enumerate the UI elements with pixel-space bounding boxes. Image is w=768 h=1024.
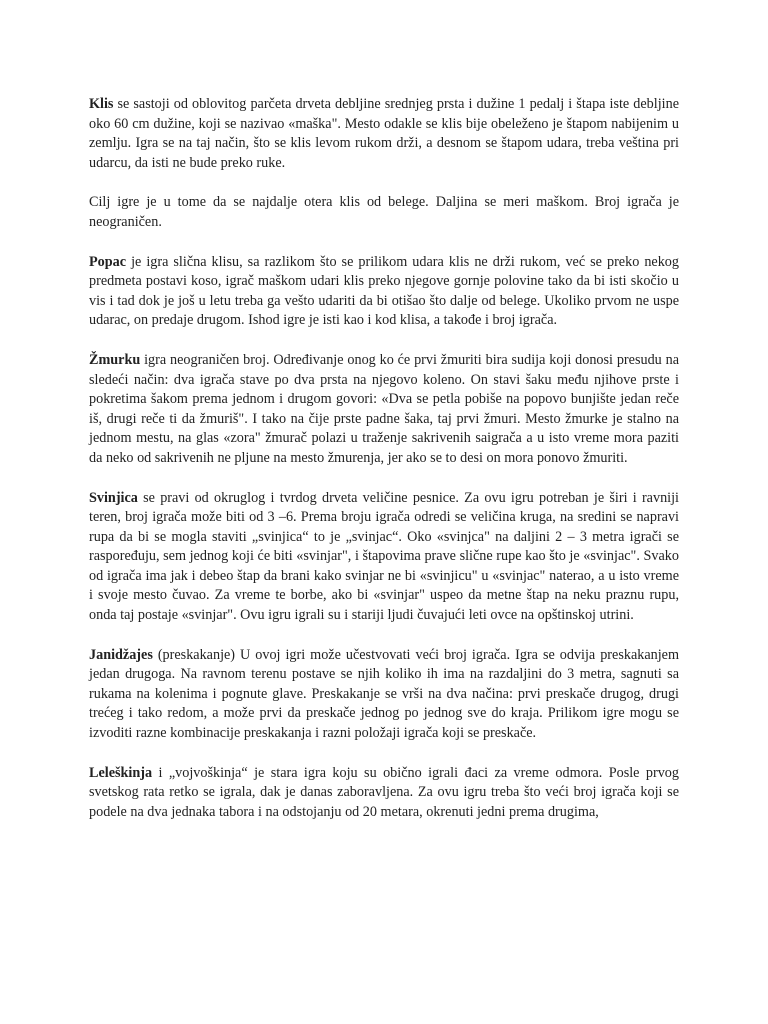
term-leleskinja: Leleškinja: [89, 764, 153, 781]
paragraph-janidzajes: [89, 646, 679, 744]
term-svinjica: Svinjica: [89, 489, 138, 506]
paragraph-klis: [89, 95, 679, 173]
term-klis: Klis: [89, 96, 114, 112]
text-cilj-igre: Cilj igre je u tome da se najdalje otera klis od belege. Daljina se meri maškom. Broj igrača je neograničen.: [89, 194, 679, 230]
text-janidzajes: (preskakanje) U ovoj igri može učestvovati veći broj igrača. Igra se odvija preskakanjem jedan drugoga. Na ravnom terenu postave se njih koliko ih ima na razdaljini do 3 metra, sagnuti sa rukama na kolenima i pognute glave. Preskakanje se vrši na dva načina: prvi preskače drugog, drugi trećeg i tako redom, a može prvi da preskače jednog po jednog sve do kraja. Prilikom igre mogu se izvoditi razne kombinacije preskakanja i razni položaji igrača koji se preskače.: [89, 646, 679, 742]
paragraph-svinjica: [89, 489, 679, 626]
term-zmurku: Žmurku: [89, 351, 141, 368]
term-janidzajes: Janidžajes: [89, 646, 153, 663]
document-page: [89, 95, 679, 822]
paragraph-leleskinja: [89, 764, 679, 823]
paragraph-zmurku: [89, 351, 679, 469]
text-leleskinja: i „vojvoškinja“ je stara igra koju su obično igrali đaci za vreme odmora. Posle prvog svetskog rata retko se igrala, dak je danas zaboravljena. Za ovu igru treba što veći broj igrača koji se podele na dva jednaka tabora i na odstojanju od 20 metara, okrenuti jedni prema drugima,: [89, 764, 679, 820]
text-zmurku: igra neograničen broj. Određivanje onog ko će prvi žmuriti bira sudija koji donosi presudu na sledeći način: dva igrača stave po dva prsta na njegovo koleno. On stavi šaku među njihove prste i pokretima šakom prema jednom i drugom govori: «Dva se petla pobiše na popovo bunjište jedan reče iš, drugi reče ti da žmuriš". I tako na čije prste padne šaka, taj prvi žmuri. Mesto žmurke je stalno na jednom mestu, na glas «zora" žmurač polazi u traženje sakrivenih saigrača a u isto vreme mora paziti da neko od sakrivenih ne pljune na mesto žmurenja, jer ako se to desi on mora ponovo žmuriti.: [89, 351, 679, 466]
text-svinjica: se pravi od okruglog i tvrdog drveta veličine pesnice. Za ovu igru potreban je širi i ravniji teren, broj igrača može biti od 3 –6. Prema broju igrača odredi se veličina kruga, na sredini se napravi rupa da bi se mogla staviti „svinjica“ to je „svinjac“. Oko «svinjca" na daljini 2 – 3 metra igrači se raspoređuju, sem jednog koji će biti «svinjar", i štapovima prave slične rupe kao što je «svinjac". Svako od igrača ima jak i debeo štap da brani kako svinjar ne bi «svinjicu" u «svinjac" naterao, a u isto vreme i svoje mesto čuvao. Za vreme te borbe, ako bi «svinjar" uspeo da metne štap na neku praznu rupu, onda taj postaje «svinjar". Ovu igru igrali su i stariji ljudi čuvajući leti ovce na opštinskoj utrini.: [89, 489, 679, 624]
term-popac: Popac: [89, 253, 127, 270]
text-klis: se sastoji od oblovitog parčeta drveta debljine srednjeg prsta i dužine 1 pedalj i štapa iste debljine oko 60 cm dužine, koji se nazivao «maška". Mesto odakle se klis bije obeleženo je štapom nabijenim u zemlju. Igra se na taj način, što se klis levom rukom drži, a desnom se štapom udara, treba veština pri udarcu, da isti ne bude preko ruke.: [89, 96, 679, 171]
paragraph-cilj-igre: [89, 193, 679, 232]
text-popac: je igra slična klisu, sa razlikom što se prilikom udara klis ne drži rukom, već se preko nekog predmeta postavi koso, igrač maškom udari klis preko njegove gornje polovine tako da bi isti skočio u vis i tad dok je još u letu treba ga vešto udariti da bi otišao što dalje od belege. Ukoliko prvom ne uspe udarac, on predaje drugom. Ishod igre je isti kao i kod klisa, a takođe i broj igrača.: [89, 253, 679, 329]
paragraph-popac: [89, 253, 679, 331]
